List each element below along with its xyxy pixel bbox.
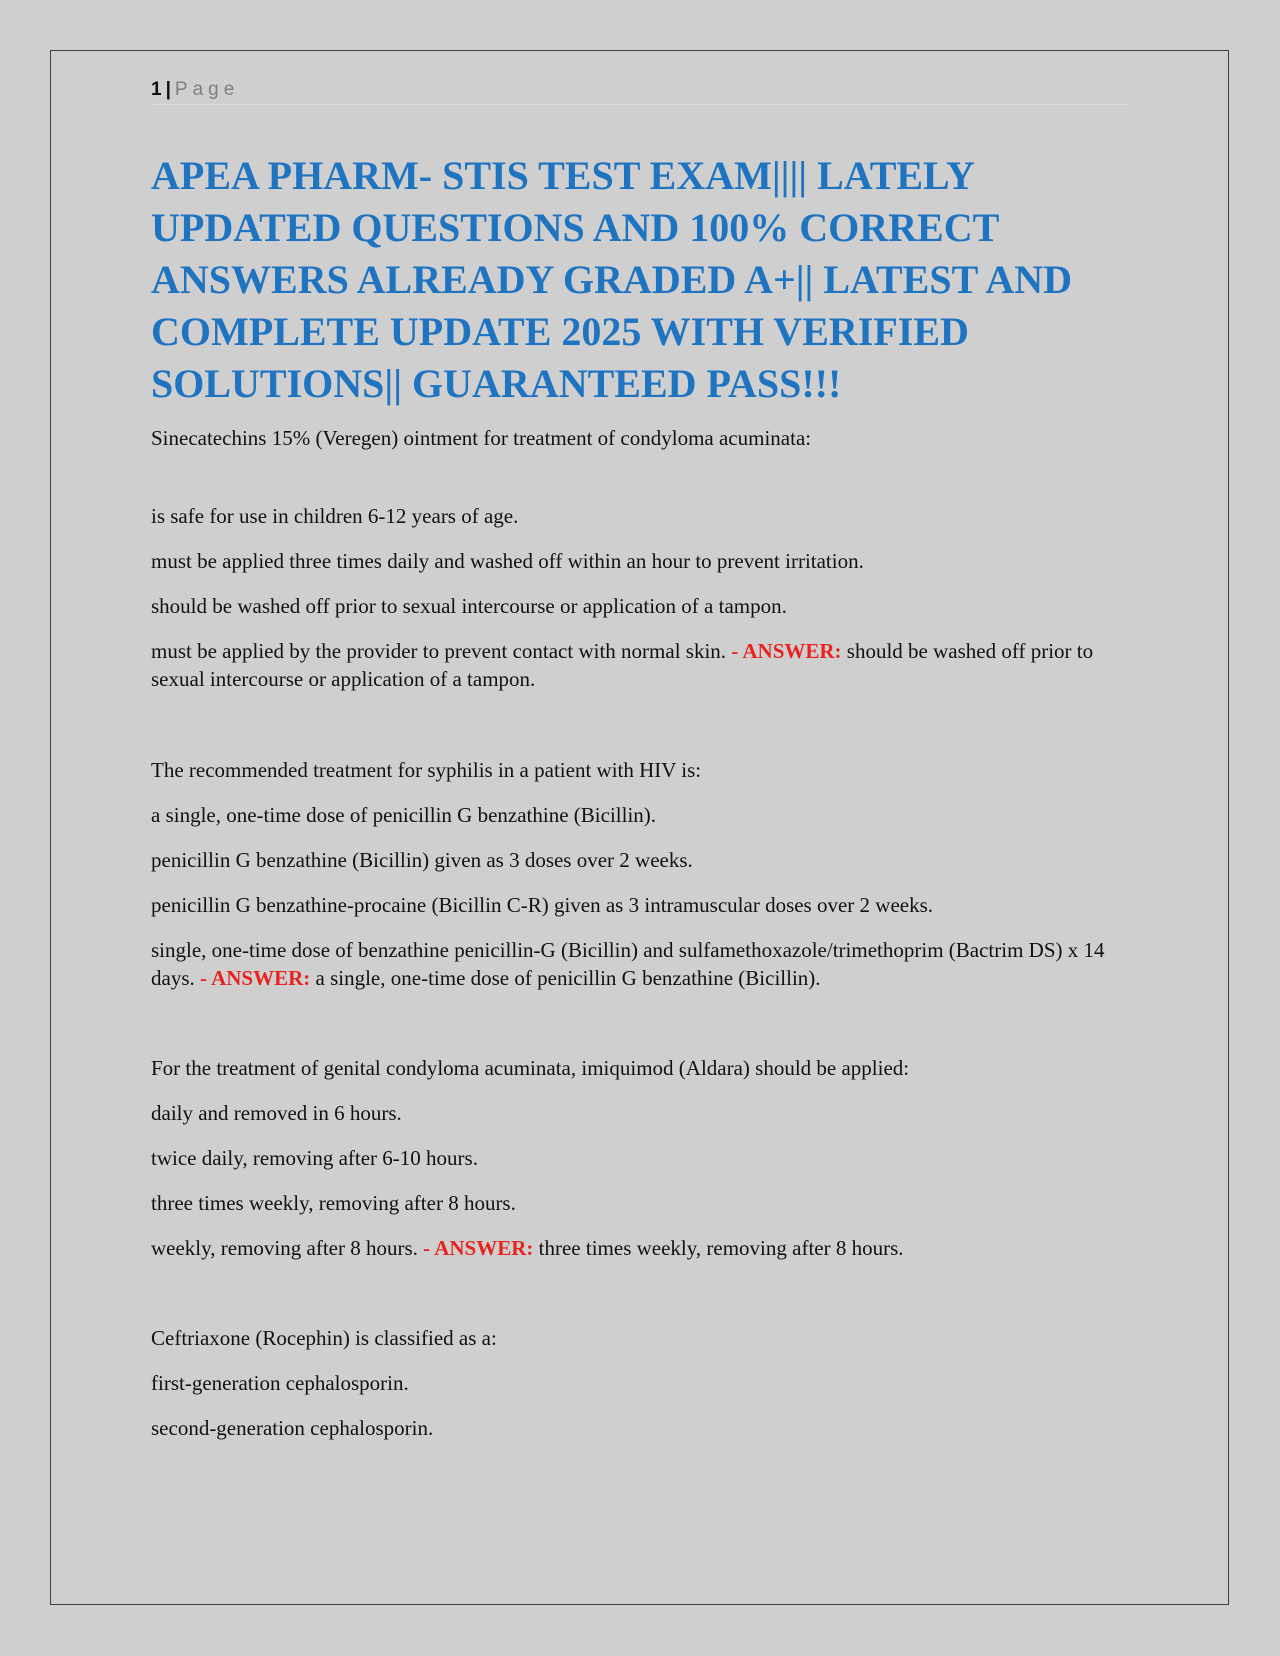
page-separator: | bbox=[165, 79, 171, 100]
answer-option: penicillin G benzathine (Bicillin) given as 3 doses over 2 weeks. bbox=[151, 848, 693, 872]
answer-option: weekly, removing after 8 hours. bbox=[151, 1236, 418, 1260]
document-body bbox=[151, 424, 1121, 1459]
answer-option-with-answer bbox=[151, 637, 1121, 693]
answer-option-with-answer bbox=[151, 1234, 1121, 1262]
answer-option: second-generation cephalosporin. bbox=[151, 1416, 434, 1440]
answer-label: - ANSWER: bbox=[423, 1236, 534, 1260]
question-text: For the treatment of genital condyloma acuminata, imiquimod (Aldara) should be applied: bbox=[151, 1056, 910, 1080]
question-text: Ceftriaxone (Rocephin) is classified as a: bbox=[151, 1326, 497, 1350]
answer-label: - ANSWER: bbox=[731, 639, 842, 663]
correct-answer: three times weekly, removing after 8 hours. bbox=[538, 1236, 904, 1260]
page-number: 1 bbox=[151, 79, 162, 100]
question-text: Sinecatechins 15% (Veregen) ointment for treatment of condyloma acuminata: bbox=[151, 426, 812, 450]
answer-option: a single, one-time dose of penicillin G benzathine (Bicillin). bbox=[151, 803, 657, 827]
question-text: The recommended treatment for syphilis in a patient with HIV is: bbox=[151, 758, 702, 782]
answer-option: single, one-time dose of benzathine penicillin-G (Bicillin) and sulfamethoxazole/trimethoprim (Bactrim DS) x 14 days. bbox=[151, 938, 1105, 990]
answer-option: twice daily, removing after 6-10 hours. bbox=[151, 1146, 478, 1170]
document-title: APEA PHARM- STIS TEST EXAM|||| LATELY UPDATED QUESTIONS AND 100% CORRECT ANSWERS ALREADY GRADED A+|| LATEST AND COMPLETE UPDATE 2025 WITH VERIFIED SOLUTIONS|| GUARANTEED PASS!!! bbox=[151, 153, 1072, 406]
answer-option: should be washed off prior to sexual intercourse or application of a tampon. bbox=[151, 594, 787, 618]
page-label: Page bbox=[174, 79, 240, 100]
answer-option: must be applied three times daily and washed off within an hour to prevent irritation. bbox=[151, 549, 864, 573]
page-header bbox=[151, 76, 1131, 105]
answer-option: penicillin G benzathine-procaine (Bicillin C-R) given as 3 intramuscular doses over 2 weeks. bbox=[151, 893, 934, 917]
answer-option: must be applied by the provider to prevent contact with normal skin. bbox=[151, 639, 727, 663]
answer-option-with-answer bbox=[151, 936, 1121, 992]
correct-answer: a single, one-time dose of penicillin G benzathine (Bicillin). bbox=[315, 966, 821, 990]
answer-label: - ANSWER: bbox=[200, 966, 311, 990]
answer-option: daily and removed in 6 hours. bbox=[151, 1101, 402, 1125]
answer-option: three times weekly, removing after 8 hours. bbox=[151, 1191, 516, 1215]
answer-option: first-generation cephalosporin. bbox=[151, 1371, 409, 1395]
answer-option: is safe for use in children 6-12 years of age. bbox=[151, 504, 519, 528]
correct-answer: should be washed off prior to sexual intercourse or application of a tampon. bbox=[151, 639, 1094, 691]
